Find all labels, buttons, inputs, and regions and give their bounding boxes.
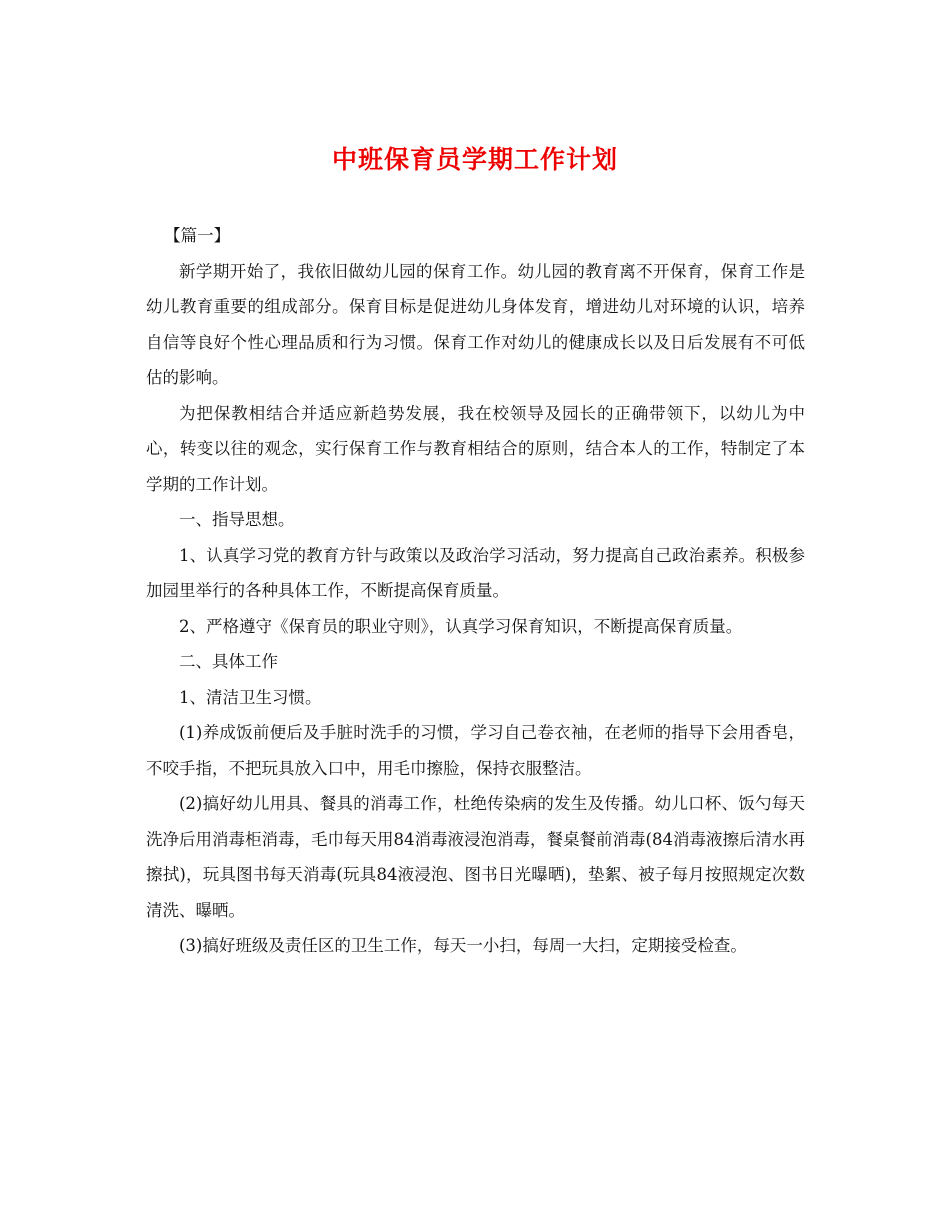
- guiding-item-2: 2、严格遵守《保育员的职业守则》，认真学习保育知识，不断提高保育质量。: [179, 616, 743, 636]
- section-label-part-one: 【篇一】: [164, 226, 231, 245]
- purpose-paragraph: 为把保教相结合并适应新趋势发展，我在校领导及园长的正确带领下，以幼儿为中心，转变以往的观念，实行保育工作与教育相结合的原则，结合本人的工作，特制定了本学期的工作计划。: [146, 403, 805, 494]
- document-title: 中班保育员学期工作计划: [331, 145, 618, 174]
- subheading-hygiene-habits: 1、清洁卫生习惯。: [179, 687, 322, 707]
- guiding-item-1: 1、认真学习党的教育方针与政策以及政治学习活动，努力提高自己政治素养。积极参加园里举行的各种具体工作，不断提高保育质量。: [146, 545, 805, 600]
- section-heading-guiding-thought: 一、指导思想。: [179, 510, 295, 529]
- hygiene-item-1: (1)养成饭前便后及手脏时洗手的习惯，学习自己卷衣袖，在老师的指导下会用香皂，不咬手指，不把玩具放入口中，用毛巾擦脸，保持衣服整洁。: [146, 723, 805, 778]
- intro-paragraph: 新学期开始了，我依旧做幼儿园的保育工作。幼儿园的教育离不开保育，保育工作是幼儿教育重要的组成部分。保育目标是促进幼儿身体发育，增进幼儿对环境的认识，培养自信等良好个性心理品质和行为习惯。保育工作对幼儿的健康成长以及日后发展有不可低估的影响。: [146, 261, 805, 387]
- document-body: [146, 218, 805, 964]
- hygiene-item-3: (3)搞好班级及责任区的卫生工作，每天一小扫，每周一大扫，定期接受检查。: [179, 936, 747, 955]
- hygiene-item-2: (2)搞好幼儿用具、餐具的消毒工作，杜绝传染病的发生及传播。幼儿口杯、饭勺每天洗净后用消毒柜消毒，毛巾每天用84消毒液浸泡消毒，餐桌餐前消毒(84消毒液擦后清水再擦拭)，玩具图书每天消毒(玩具84液浸泡、图书日光曝晒)，垫絮、被子每月按照规定次数清洗、曝晒。: [146, 794, 805, 920]
- section-heading-specific-work: 二、具体工作: [179, 652, 278, 671]
